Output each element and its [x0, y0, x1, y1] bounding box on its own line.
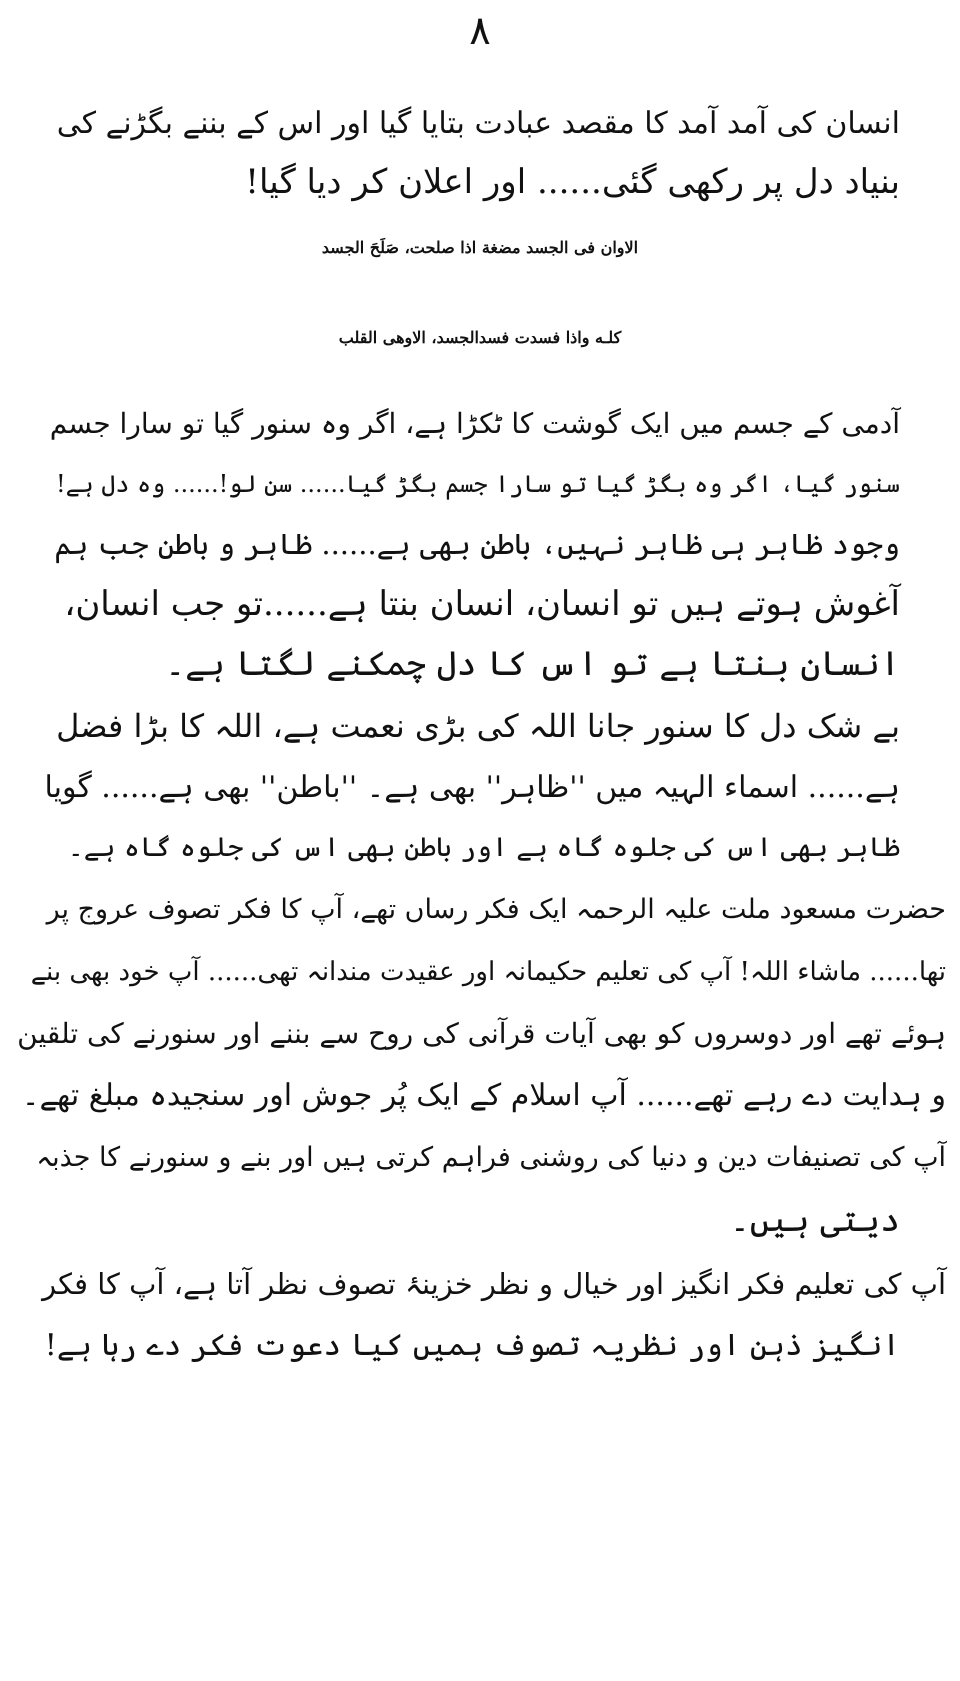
paragraph-line: بنیاد دل پر رکھی گئی...... اور اعلان کر دیا گیا! [245, 162, 900, 202]
translation-line: آدمی کے جسم میں ایک گوشت کا ٹکڑا ہے، اگر وہ سنور گیا تو سارا جسم [49, 407, 900, 440]
hadith-line-2: کلـه واذا فسدت فسدالجسد، الاوهی القلب [338, 328, 622, 347]
paragraph-line: و ہدایت دے رہے تھے...... آپ اسلام کے ایک پُر جوش اور سنجیدہ مبلغ تھے۔ [21, 1078, 946, 1113]
paragraph-line: بے شک دل کا سنور جانا اللہ کی بڑی نعمت ہے، اللہ کا بڑا فضل [56, 707, 900, 745]
paragraph-line: انگیز ذہن اور نظریہ تصوف ہمیں کیا دعوت فکر دے رہا ہے! [44, 1328, 900, 1363]
translation-line: سنور گیا، اگر وہ بگڑ گیا تو سارا جسم بگڑ گیا...... سن لو!...... وہ دل ہے! [55, 470, 900, 498]
paragraph-line: ظاہر بھی اس کی جلوہ گاہ ہے اور باطن بھی اس کی جلوہ گاہ ہے۔ [67, 832, 900, 863]
paragraph-line: ہے...... اسماء الہیہ میں ''ظاہر'' بھی ہے۔ ''باطن'' بھی ہے...... گویا [44, 770, 900, 805]
translation-line: وجود ظاہر ہی ظاہر نہیں، باطن بھی ہے...... ظاہر و باطن جب ہم [54, 527, 900, 561]
paragraph-line: آپ کی تصنیفات دین و دنیا کی روشنی فراہم کرتی ہیں اور بنے و سنورنے کا جذبہ [36, 1142, 946, 1173]
paragraph-line: انسان کی آمد آمد کا مقصد عبادت بتایا گیا اور اس کے بننے بگڑنے کی [56, 106, 900, 141]
paragraph-line: آپ کی تعلیم فکر انگیز اور خیال و نظر خزینۂ تصوف نظر آتا ہے، آپ کا فکر [42, 1267, 946, 1301]
translation-line: آغوش ہوتے ہیں تو انسان، انسان بنتا ہے......تو جب انسان، [64, 584, 900, 624]
paragraph-line: تھا...... ماشاء اللہ! آپ کی تعلیم حکیمانہ اور عقیدت مندانہ تھی...... آپ خود بھی بنے [30, 957, 946, 987]
paragraph-line: ہوئے تھے اور دوسروں کو بھی آیات قرآنی کی روح سے بننے اور سنورنے کی تلقین [17, 1017, 946, 1050]
paragraph-line: حضرت مسعود ملت علیہ الرحمہ ایک فکر رساں تھے، آپ کا فکر تصوف عروج پر [46, 894, 946, 925]
paragraph-line: دیتی ہیں۔ [729, 1200, 900, 1240]
page-number: ۸ [469, 8, 491, 54]
hadith-line-1: الاوان فی الجسد مضغة اذا صلحت، صَلَحَ الجسد [321, 238, 639, 257]
translation-line: انسان بنتا ہے تو اس کا دل چمکنے لگتا ہے۔ [165, 644, 900, 684]
